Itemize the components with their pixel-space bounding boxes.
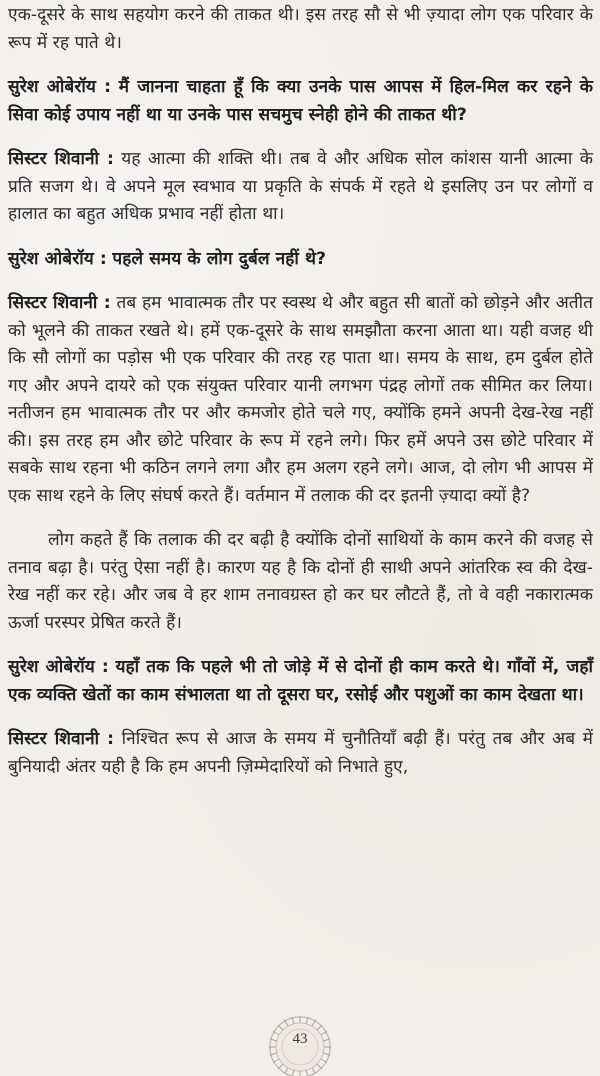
speaker-label: सुरेश ओबेरॉय : xyxy=(8,248,107,269)
answer-text: निश्चित रूप से आज के समय में चुनौतियाँ बढ़ी हैं। परंतु तब और अब में बुनियादी अंतर यही है कि हम अपनी ज़िम्मेदारियों को निभाते हुए, xyxy=(8,729,594,777)
answer-text: तब हम भावात्मक तौर पर स्वस्थ थे और बहुत सी बातों को छोड़ने और अतीत को भूलने की ताकत रखते थे। हमें एक-दूसरे के साथ समझौता करना आता था। यही वजह थी कि सौ लोगों का पड़ोस भी एक परिवार की तरह रह पाता था। समय के साथ, हम दुर्बल होते गए और अपने दायरे को एक संयुक्त परिवार यानी लगभग पंद्रह लोगों तक सीमित कर लिया। नतीजन हम भावात्मक तौर पर और कमजोर होते चले गए, क्योंकि हमने अपनी देख-रेख नहीं की। इस तरह हम और छोटे परिवार के रूप में रहने लगे। फिर हमें अपने उस छोटे परिवार में सबके साथ रहना भी कठिन लगने लगा और हम अलग रहने लगे। आज, दो लोग भी आपस में एक साथ रहने के लिए संघर्ष करते हैं। वर्तमान में तलाक की दर इतनी ज़्यादा क्यों है? xyxy=(8,293,593,506)
question-suresh-1 xyxy=(8,74,593,129)
speaker-label: सिस्टर शिवानी : xyxy=(8,729,115,749)
question-text: पहले समय के लोग दुर्बल नहीं थे? xyxy=(112,248,327,269)
narrative-paragraph-1 xyxy=(8,2,593,57)
page-footer xyxy=(0,1011,600,1076)
question-text: यहाँ तक कि पहले भी तो जोड़े में से दोनों ही काम करते थे। गाँवों में, जहाँ एक व्यक्ति खेतों का काम संभालता था तो दूसरा घर, रसोई और पशुओं का काम देखता था। xyxy=(8,657,594,705)
speaker-label: सुरेश ओबेरॉय : xyxy=(8,77,112,97)
answer-text: यह आत्मा की शक्ति थी। तब वे और अधिक सोल कांशस यानी आत्मा के प्रति सजग थे। वे अपने मूल स्वभाव या प्रकृति के संपर्क में रहते थे इसलिए उन पर लोगों व हालात का बहुत अधिक प्रभाव नहीं होता था। xyxy=(8,149,594,224)
page-number: 43 xyxy=(292,1031,308,1047)
question-text: मैं जानना चाहता हूँ कि क्या उनके पास आपस में हिल-मिल कर रहने के सिवा कोई उपाय नहीं था या उनके पास सचमुच स्नेही होने की ताकत थी? xyxy=(8,77,594,125)
paragraph-text: लोग कहते हैं कि तलाक की दर बढ़ी है क्योंकि दोनों साथियों के काम करने की वजह से तनाव बढ़ा है। परंतु ऐसा नहीं है। कारण यह है कि दोनों ही साथी अपने आंतरिक स्व की देख-रेख नहीं कर रहे। और जब वे हर शाम तनावग्रस्त हो कर घर लौटते हैं, तो वे वही नकारात्मक ऊर्जा परस्पर प्रेषित करते हैं। xyxy=(8,530,593,633)
answer-shivani-3 xyxy=(8,726,593,781)
question-suresh-3 xyxy=(8,654,593,709)
question-suresh-2 xyxy=(8,246,593,274)
speaker-label: सुरेश ओबेरॉय : xyxy=(8,657,109,677)
speaker-label: सिस्टर शिवानी : xyxy=(8,293,111,313)
answer-shivani-1 xyxy=(8,146,593,229)
answer-shivani-2 xyxy=(8,290,593,510)
narrative-paragraph-2 xyxy=(8,527,593,637)
page-content xyxy=(8,2,593,798)
speaker-label: सिस्टर शिवानी : xyxy=(8,149,114,169)
paragraph-text: एक-दूसरे के साथ सहयोग करने की ताकत थी। इस तरह सौ से भी ज़्यादा लोग एक परिवार के रूप में रह पाते थे। xyxy=(8,5,593,53)
